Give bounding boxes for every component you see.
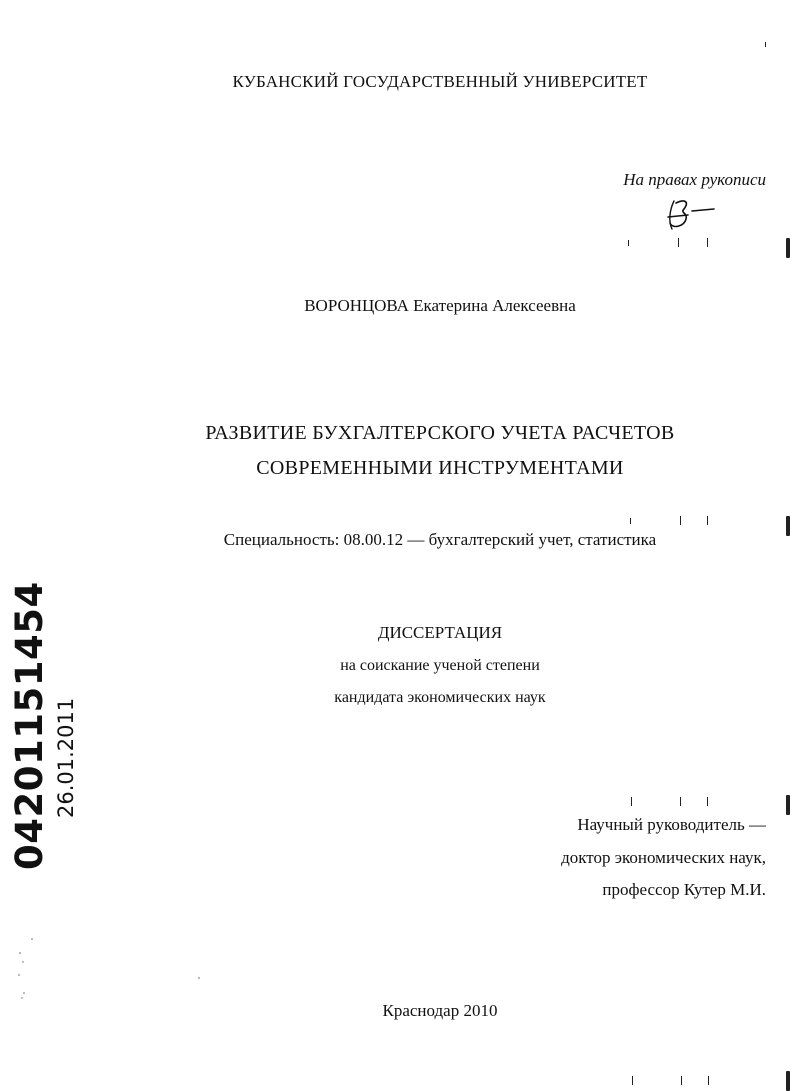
- scan-mark: [681, 1076, 682, 1085]
- scan-mark: [786, 516, 790, 536]
- stamp-date: 26.01.2011: [54, 697, 78, 818]
- work-type: ДИССЕРТАЦИЯ: [377, 623, 503, 642]
- scan-mark: [707, 797, 708, 806]
- scan-mark: [632, 1076, 633, 1085]
- author-name: ВОРОНЦОВА Екатерина Алексеевна: [304, 296, 576, 315]
- manuscript-note: На правах рукописи: [623, 170, 766, 189]
- scan-mark: [680, 797, 681, 806]
- scan-mark: [786, 1071, 790, 1091]
- degree-line-2: кандидата экономических наук: [334, 689, 546, 706]
- scan-mark: [708, 1076, 709, 1085]
- city-year: Краснодар 2010: [382, 1001, 498, 1020]
- scan-mark: [786, 795, 790, 815]
- thesis-title-line-2: СОВРЕМЕННЫМИ ИНСТРУМЕНТАМИ: [256, 457, 624, 479]
- scan-speck: [196, 975, 202, 981]
- scan-mark: [628, 240, 629, 246]
- scan-mark: [630, 518, 631, 524]
- author-signature: [662, 195, 722, 235]
- scan-mark: [680, 516, 681, 525]
- scan-mark: [707, 516, 708, 525]
- university-name: КУБАНСКИЙ ГОСУДАРСТВЕННЫЙ УНИВЕРСИТЕТ: [232, 72, 648, 91]
- specialty: Специальность: 08.00.12 — бухгалтерский учет, статистика: [223, 530, 657, 549]
- stamp-number: 04201151454: [8, 581, 51, 870]
- scan-specks: [14, 935, 44, 1005]
- scan-mark: [631, 797, 632, 806]
- scan-mark: [707, 238, 708, 247]
- scan-mark: [678, 238, 679, 247]
- scan-mark: [786, 238, 790, 258]
- advisor-line-2: доктор экономических наук,: [561, 848, 766, 867]
- degree-line-1: на соискание ученой степени: [340, 657, 540, 674]
- advisor-line-1: Научный руководитель —: [577, 815, 766, 834]
- scan-mark: [765, 42, 766, 47]
- advisor-line-3: профессор Кутер М.И.: [602, 880, 766, 899]
- thesis-title-line-1: РАЗВИТИЕ БУХГАЛТЕРСКОГО УЧЕТА РАСЧЕТОВ: [205, 422, 675, 444]
